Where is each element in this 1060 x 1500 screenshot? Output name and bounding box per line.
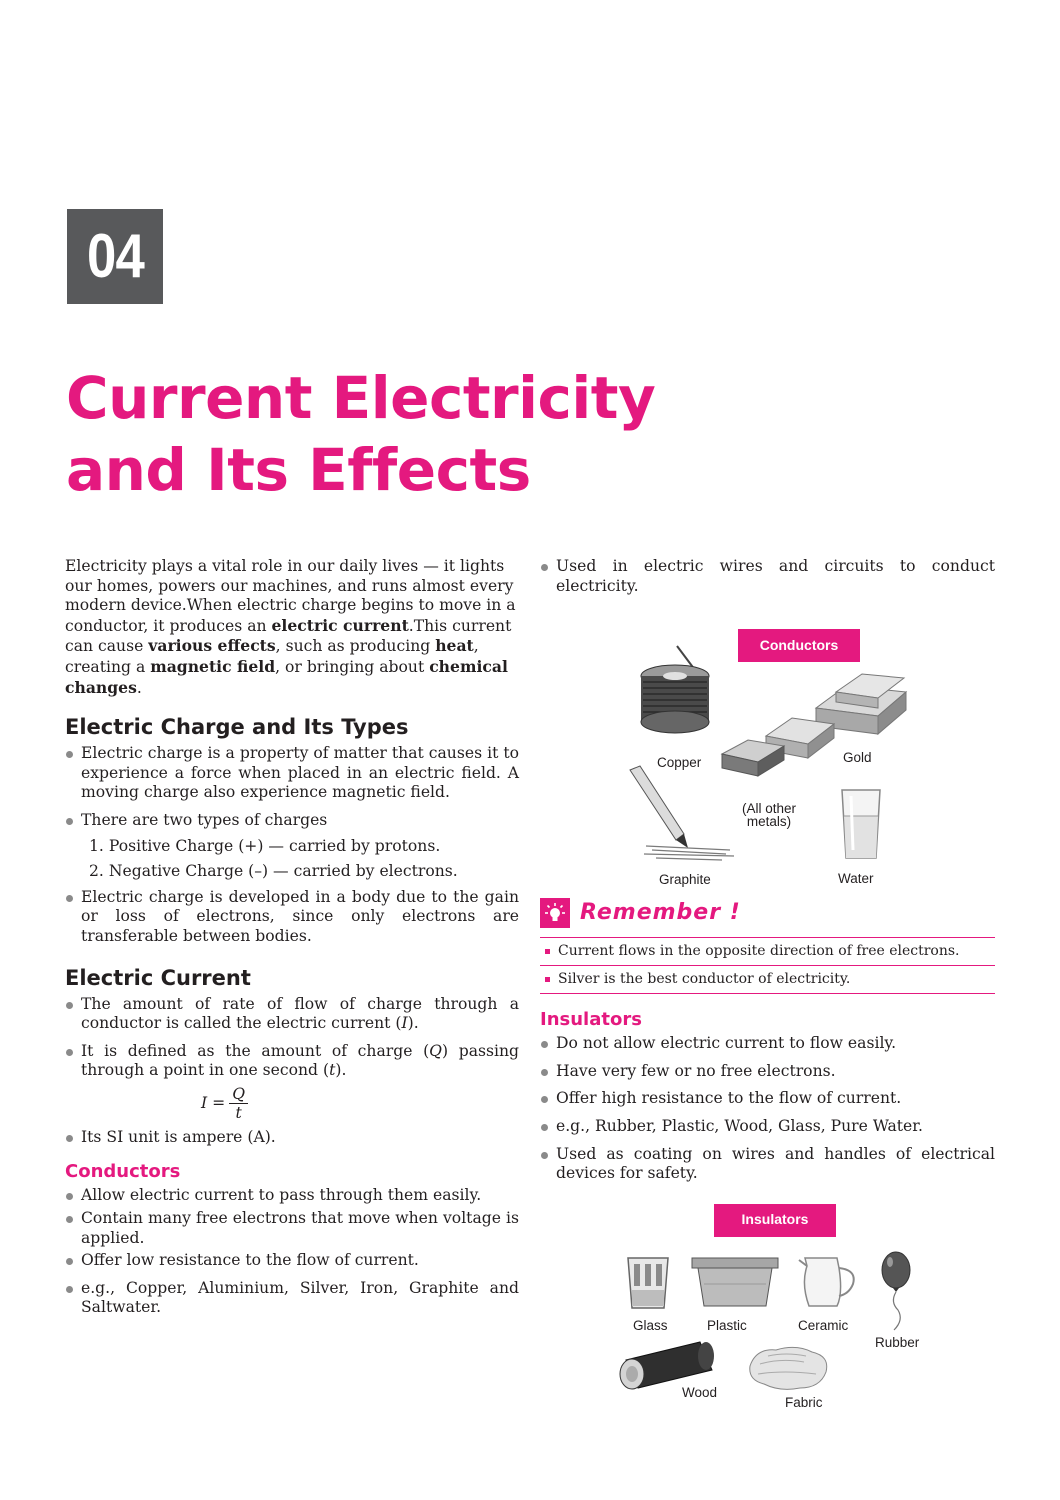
other-metals-label	[739, 802, 799, 828]
remember-item: Current flows in the opposite direction of free electrons.	[540, 938, 995, 966]
fabric-label: Fabric	[785, 1394, 823, 1410]
ceramic-label: Ceramic	[798, 1317, 849, 1333]
list-item: Electric charge is a property of matter that causes it to experience a force when placed in an electric field. A moving charge also experience magnetic field.	[65, 744, 519, 803]
conductors-figure	[540, 612, 995, 888]
plastic-label: Plastic	[707, 1317, 747, 1333]
glass-label: Glass	[633, 1317, 668, 1333]
list-item: 1. Positive Charge (+) — carried by protons.	[89, 836, 441, 855]
formula-lhs: I =	[201, 1093, 226, 1112]
list-item: Used as coating on wires and handles of electrical devices for safety.	[540, 1145, 995, 1184]
conductors-extra-list	[540, 557, 995, 596]
left-column	[65, 557, 519, 1318]
charge-list-2	[65, 888, 519, 947]
formula-denominator: t	[235, 1103, 242, 1122]
list-item: It is defined as the amount of charge (Q) passing through a point in one second (t).	[65, 1042, 519, 1081]
fabric-image	[746, 1344, 832, 1394]
chapter-number: 04	[86, 222, 144, 291]
graphite-pencil-image	[626, 764, 741, 864]
list-item: Offer low resistance to the flow of current.	[65, 1251, 519, 1271]
formula-numerator: Q	[229, 1085, 248, 1104]
insulators-tag: Insulators	[714, 1204, 836, 1237]
list-item: Contain many free electrons that move when voltage is applied.	[65, 1209, 519, 1248]
formula-fraction	[229, 1085, 248, 1122]
water-glass-image	[838, 786, 884, 862]
remember-item: Silver is the best conductor of electricity.	[540, 966, 995, 994]
right-column	[540, 557, 995, 1410]
conductors-tag: Conductors	[738, 629, 860, 662]
list-item: Allow electric current to pass through them easily.	[65, 1186, 519, 1206]
current-heading: Electric Current	[65, 965, 251, 990]
intro-paragraph: Electricity plays a vital role in our daily lives — it lights our homes, powers our machines, and runs almost every modern device.When electric charge begins to move in a conductor, it produces an electric current.This current can cause various effects, such as producing heat, creating a magnetic field, or bringing about chemical changes.	[65, 557, 516, 697]
lightbulb-icon	[540, 898, 570, 928]
glass-image	[624, 1256, 672, 1310]
remember-box	[540, 897, 995, 994]
copper-coil-image	[635, 640, 725, 740]
list-item: There are two types of charges	[65, 811, 519, 831]
ceramic-jug-image	[797, 1254, 859, 1310]
wood-label: Wood	[682, 1384, 718, 1400]
list-item: e.g., Rubber, Plastic, Wood, Glass, Pure Water.	[540, 1117, 995, 1137]
insulators-figure	[540, 1196, 995, 1410]
list-item: Used in electric wires and circuits to conduct electricity.	[540, 557, 995, 596]
list-item: Do not allow electric current to flow easily.	[540, 1034, 995, 1054]
list-item: 2. Negative Charge (–) — carried by electrons.	[89, 862, 458, 881]
conductors-list	[65, 1186, 519, 1318]
list-item: Electric charge is developed in a body due to the gain or loss of electrons, since only electrons are transferable between bodies.	[65, 888, 519, 947]
list-item: Offer high resistance to the flow of current.	[540, 1089, 995, 1109]
chapter-number-box	[67, 209, 163, 304]
list-item: The amount of rate of flow of charge through a conductor is called the electric current (I).	[65, 995, 519, 1034]
insulators-list	[540, 1034, 995, 1184]
plastic-tub-image	[690, 1256, 780, 1310]
conductors-heading: Conductors	[65, 1161, 181, 1183]
charge-list	[65, 744, 519, 830]
list-item: e.g., Copper, Aluminium, Silver, Iron, Graphite and Saltwater.	[65, 1279, 519, 1318]
list-item: Its SI unit is ampere (A).	[65, 1128, 519, 1148]
other-metals-label-line-2: metals)	[746, 814, 792, 830]
copper-label: Copper	[657, 755, 702, 771]
rubber-label: Rubber	[875, 1334, 920, 1350]
gold-label: Gold	[843, 750, 872, 766]
current-list	[65, 995, 519, 1081]
charge-heading: Electric Charge and Its Types	[65, 715, 409, 740]
current-formula	[201, 1085, 519, 1122]
remember-header	[540, 897, 995, 929]
wood-log-image	[612, 1340, 718, 1390]
water-label: Water	[838, 871, 874, 887]
list-item: Have very few or no free electrons.	[540, 1062, 995, 1082]
graphite-label: Graphite	[659, 872, 711, 888]
charge-types-list	[65, 837, 519, 882]
title-line-1: Current Electricity	[66, 364, 656, 432]
chapter-title	[66, 362, 766, 506]
insulators-heading: Insulators	[540, 1009, 642, 1031]
title-line-2: and Its Effects	[66, 436, 531, 504]
remember-list	[540, 937, 995, 994]
remember-title: Remember !	[580, 900, 741, 926]
other-metals-label-line-1: (All other	[741, 801, 797, 817]
rubber-balloon-image	[878, 1250, 914, 1334]
current-list-2	[65, 1128, 519, 1148]
